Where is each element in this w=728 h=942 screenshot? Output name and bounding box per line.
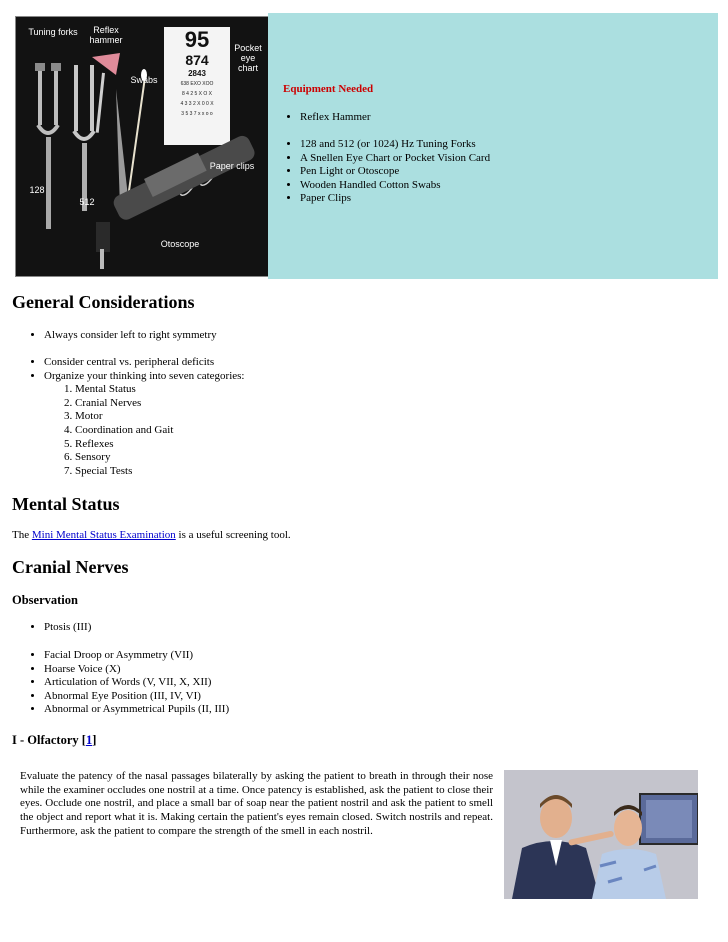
list-item: • Articulation of Words (V, VII, X, XII) <box>44 676 229 690</box>
list-item: • Hoarse Voice (X) <box>44 663 229 677</box>
tuning-fork-128-icon <box>35 63 61 229</box>
olfactory-exam-photo <box>504 770 698 899</box>
label-pocket-eye-chart: Pocket eye chart <box>234 43 262 73</box>
list-item: • Ptosis (III) <box>44 621 91 635</box>
chart-row-7: 3 5 3 7 x x o o <box>181 111 213 117</box>
list-item <box>44 370 245 479</box>
olfactory-title: I - Olfactory <box>12 733 79 747</box>
olfactory-paragraph: Evaluate the patency of the nasal passages bilaterally by asking the patient to breath in through their nose while the examiner occludes one nostril at a time. Once patency is established, ask the patient to close their eyes. Occlude one nostril, and place a small bar of soap near the patient nostril and ask the patient to smell the object and report what it is. Making certain the patient's eyes remain closed. Switch nostrils and repeat. Furthermore, ask the patient to compare the strength of the smell in each nostril. <box>20 770 493 837</box>
chart-row-3: 2843 <box>188 69 206 78</box>
general-heading: General Considerations <box>12 292 195 312</box>
category-item: 4. Coordination and Gait <box>75 424 245 438</box>
label-reflex-hammer: Reflex hammer <box>89 25 123 45</box>
list-item: • Abnormal or Asymmetrical Pupils (II, III) <box>44 703 229 717</box>
list-item: • Consider central vs. peripheral deficits <box>44 356 245 370</box>
observation-list-b <box>30 649 229 717</box>
equipment-photo <box>15 16 269 277</box>
chart-row-6: 4 3 3 2 X 0 0 X <box>180 101 214 107</box>
label-128: 128 <box>29 185 45 195</box>
chart-row-5: 8 4 2 5 X O X <box>181 91 213 97</box>
observation-heading: Observation <box>12 593 78 607</box>
mental-suffix: is a useful screening tool. <box>178 529 291 541</box>
equipment-item: • Reflex Hammer <box>300 111 490 124</box>
ref-close: ] <box>92 733 97 747</box>
olfactory-heading <box>12 733 96 748</box>
chart-row-2: 874 <box>185 52 209 68</box>
chart-row-1: 95 <box>184 27 210 52</box>
category-item: 7. Special Tests <box>75 465 245 479</box>
equipment-item: • Pen Light or Otoscope <box>300 165 490 178</box>
equipment-table <box>12 13 718 279</box>
list-item: • Always consider left to right symmetry <box>44 329 217 343</box>
equipment-photo-cell <box>12 13 268 279</box>
label-paper-clips: Paper clips <box>209 161 255 171</box>
equipment-item: • Wooden Handled Cotton Swabs <box>300 179 490 192</box>
exam-scene <box>504 770 698 899</box>
label-512: 512 <box>79 197 95 207</box>
category-item: 1. Mental Status <box>75 383 245 397</box>
reference-link-1[interactable]: 1 <box>85 733 93 747</box>
category-item: 5. Reflexes <box>75 438 245 452</box>
list-item-text: Organize your thinking into seven categories: <box>44 369 245 382</box>
observation-list-a <box>30 621 91 635</box>
ref-open: [ <box>81 733 86 747</box>
tuning-fork-512-icon <box>74 65 94 211</box>
chart-row-4: 638 EXO XOO <box>180 81 214 87</box>
equipment-cell <box>268 13 718 279</box>
label-swabs: Swabs <box>130 75 158 85</box>
category-item: 3. Motor <box>75 410 245 424</box>
mini-mental-link[interactable]: Mini Mental Status Examination <box>31 529 176 541</box>
list-item: • Abnormal Eye Position (III, IV, VI) <box>44 690 229 704</box>
category-item: 2. Cranial Nerves <box>75 397 245 411</box>
reflex-hammer-icon <box>92 53 120 133</box>
equipment-item: • 128 and 512 (or 1024) Hz Tuning Forks <box>300 138 490 151</box>
category-list <box>44 383 245 478</box>
equipment-title: Equipment Needed <box>283 83 374 95</box>
label-otoscope: Otoscope <box>160 239 200 249</box>
category-item: 6. Sensory <box>75 451 245 465</box>
label-tuning-forks: Tuning forks <box>28 27 78 37</box>
equipment-list <box>286 111 490 205</box>
cranial-heading: Cranial Nerves <box>12 557 129 577</box>
mental-heading: Mental Status <box>12 494 120 514</box>
list-item: • Facial Droop or Asymmetry (VII) <box>44 649 229 663</box>
mental-paragraph <box>12 529 291 541</box>
mental-prefix: The <box>12 529 30 541</box>
equipment-item: • A Snellen Eye Chart or Pocket Vision Card <box>300 152 490 165</box>
general-list-a <box>30 329 217 343</box>
general-list-b <box>30 356 245 478</box>
equipment-item: • Paper Clips <box>300 192 490 205</box>
